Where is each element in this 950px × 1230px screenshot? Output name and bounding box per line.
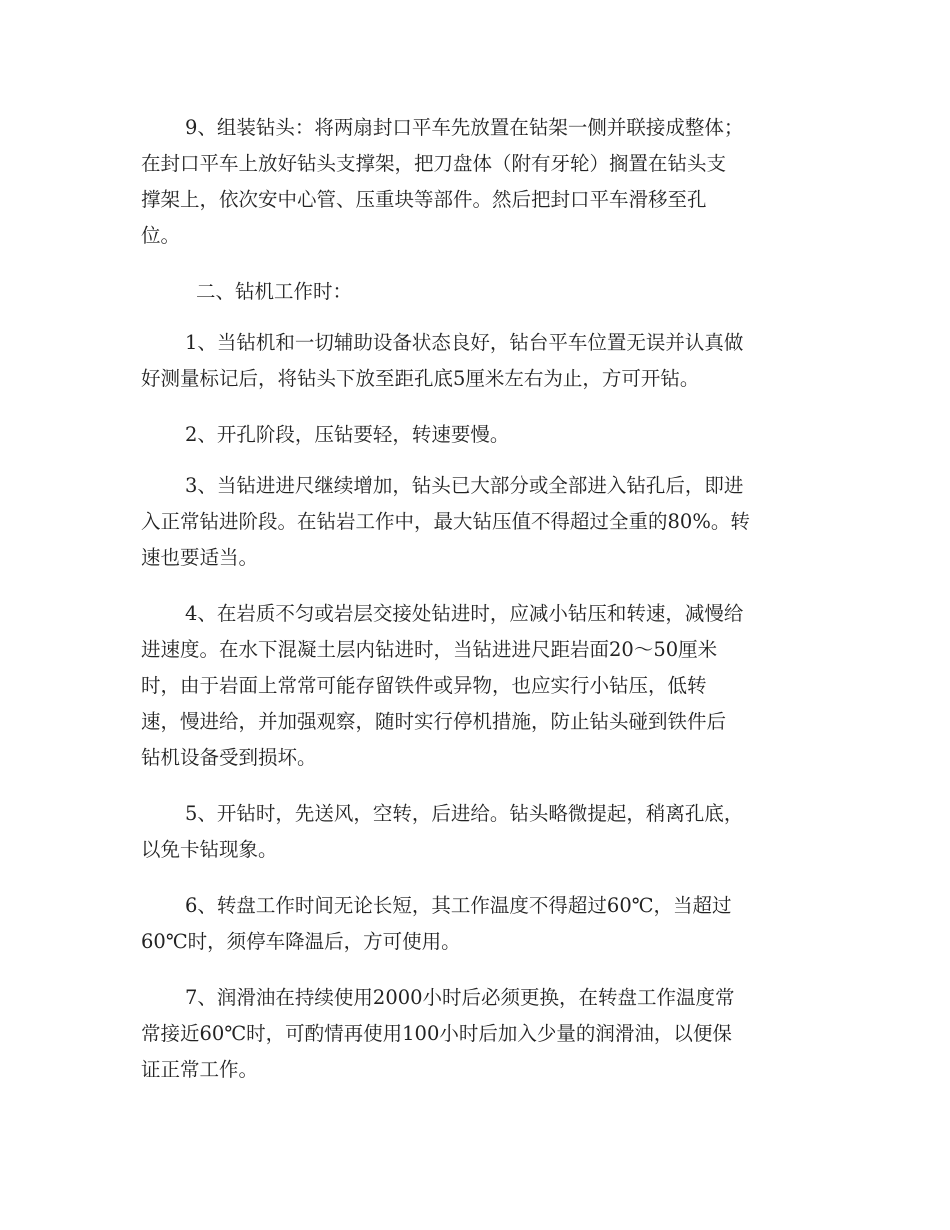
text-line: 撑架上，依次安中心管、压重块等部件。然后把封口平车滑移至孔 <box>141 188 707 211</box>
text-line: 时，由于岩面上常常可能存留铁件或异物，也应实行小钻压，低转 <box>141 674 707 697</box>
text-line: 在封口平车上放好钻头支撑架，把刀盘体（附有牙轮）搁置在钻头支 <box>141 152 727 175</box>
text-line: 3、当钻进进尺继续增加，钻头已大部分或全部进入钻孔后，即进 <box>185 474 744 497</box>
text-line: 证正常工作。 <box>141 1058 259 1081</box>
text-line: 60℃时，须停车降温后，方可使用。 <box>141 930 461 953</box>
section-heading: 二、钻机工作时： <box>196 280 353 303</box>
text-line: 进速度。在水下混凝土层内钻进时，当钻进进尺距岩面20～50厘米 <box>141 638 718 661</box>
text-line: 常接近60℃时，可酌情再使用100小时后加入少量的润滑油，以便保 <box>141 1022 732 1045</box>
text-line: 5、开钻时，先送风，空转，后进给。钻头略微提起，稍离孔底， <box>185 802 744 825</box>
text-line: 9、组装钻头：将两扇封口平车先放置在钻架一侧并联接成整体； <box>185 116 744 139</box>
text-line: 7、润滑油在持续使用2000小时后必须更换，在转盘工作温度常 <box>185 986 735 1009</box>
text-line: 以免卡钻现象。 <box>141 838 278 861</box>
text-line: 1、当钻机和一切辅助设备状态良好，钻台平车位置无误并认真做 <box>185 331 744 354</box>
text-line: 入正常钻进阶段。在钻岩工作中，最大钻压值不得超过全重的80%。转 <box>141 510 750 533</box>
text-line: 好测量标记后，将钻头下放至距孔底5厘米左右为止，方可开钻。 <box>141 367 700 390</box>
text-line: 6、转盘工作时间无论长短，其工作温度不得超过60℃，当超过 <box>185 894 732 917</box>
text-line: 2、开孔阶段，压钻要轻，转速要慢。 <box>185 423 510 446</box>
text-line: 4、在岩质不匀或岩层交接处钻进时，应减小钻压和转速，减慢给 <box>185 602 744 625</box>
text-line: 速，慢进给，并加强观察，随时实行停机措施，防止钻头碰到铁件后 <box>141 710 727 733</box>
text-line: 速也要适当。 <box>141 546 259 569</box>
text-line: 钻机设备受到损坏。 <box>141 746 317 769</box>
text-line: 位。 <box>141 224 181 247</box>
